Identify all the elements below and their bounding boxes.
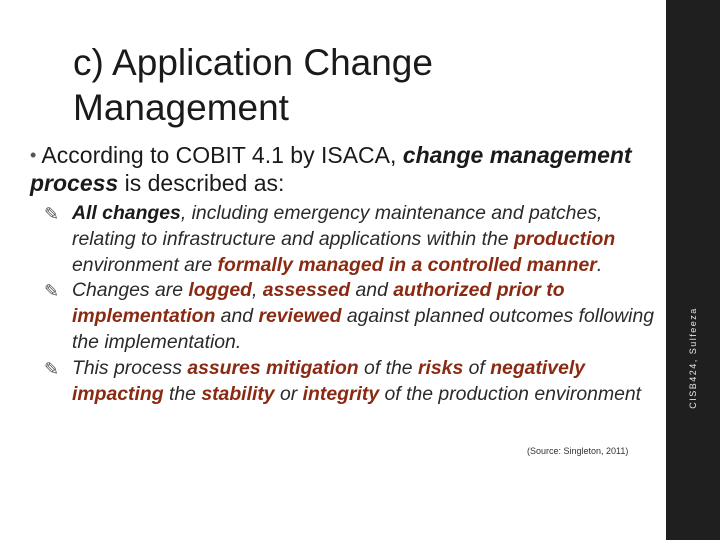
bullet-text: Changes are <box>72 279 189 302</box>
highlighted-term: All changes <box>72 202 181 224</box>
sub-bullet-item <box>44 278 659 355</box>
highlighted-term: assessed <box>262 279 351 302</box>
pencil-bullet-icon: ✎ <box>44 281 60 302</box>
bullet-text: , <box>251 279 263 302</box>
intro-emphasis: change management process <box>30 142 632 196</box>
intro-text-after: is described as: <box>118 170 285 196</box>
bullet-text: and <box>350 279 394 302</box>
sub-bullet-item <box>44 201 659 278</box>
highlighted-term: production <box>513 227 616 250</box>
highlighted-term: risks <box>417 356 464 379</box>
highlighted-term: negatively impacting <box>72 356 586 405</box>
highlighted-term: formally <box>217 253 293 276</box>
source-citation: (Source: Singleton, 2011) <box>527 446 629 456</box>
bullet-text: environment are <box>72 253 218 276</box>
bullet-text: of <box>463 356 491 379</box>
bullet-text: the <box>163 382 202 405</box>
highlighted-term: prior to implementation <box>72 279 565 328</box>
highlighted-term: authorized <box>393 279 492 302</box>
bullet-icon: • <box>30 145 37 165</box>
highlighted-term: stability <box>201 382 275 405</box>
bullet-text: , including emergency maintenance and patches, relating to infrastructure and applications within the <box>72 202 603 250</box>
bullet-text: or <box>274 382 303 405</box>
bullet-text: . <box>596 253 603 276</box>
bullet-text: and <box>215 305 259 328</box>
highlighted-term: reviewed <box>258 305 342 328</box>
highlighted-term: logged <box>188 279 252 302</box>
sidebar-footer-text: CISB424, Sulfeeza <box>688 307 698 409</box>
pencil-bullet-icon: ✎ <box>44 204 60 224</box>
sub-bullet-list <box>44 201 659 407</box>
pencil-bullet-icon: ✎ <box>44 358 60 379</box>
intro-text-before: According to COBIT 4.1 by ISACA, <box>36 142 403 168</box>
highlighted-term: assures mitigation <box>187 356 359 379</box>
bullet-text: of the <box>358 356 418 379</box>
slide-title: c) Application Change Management <box>73 42 433 128</box>
highlighted-term: integrity <box>302 382 380 405</box>
highlighted-term: managed in a controlled manner <box>298 253 597 276</box>
sidebar-band <box>666 0 720 540</box>
bullet-text: of the production environment <box>379 382 642 405</box>
bullet-text: against planned outcomes following the implementation. <box>72 305 655 353</box>
bullet-text: This process <box>72 356 188 379</box>
sub-bullet-item <box>44 356 659 408</box>
intro-bullet <box>30 141 660 197</box>
